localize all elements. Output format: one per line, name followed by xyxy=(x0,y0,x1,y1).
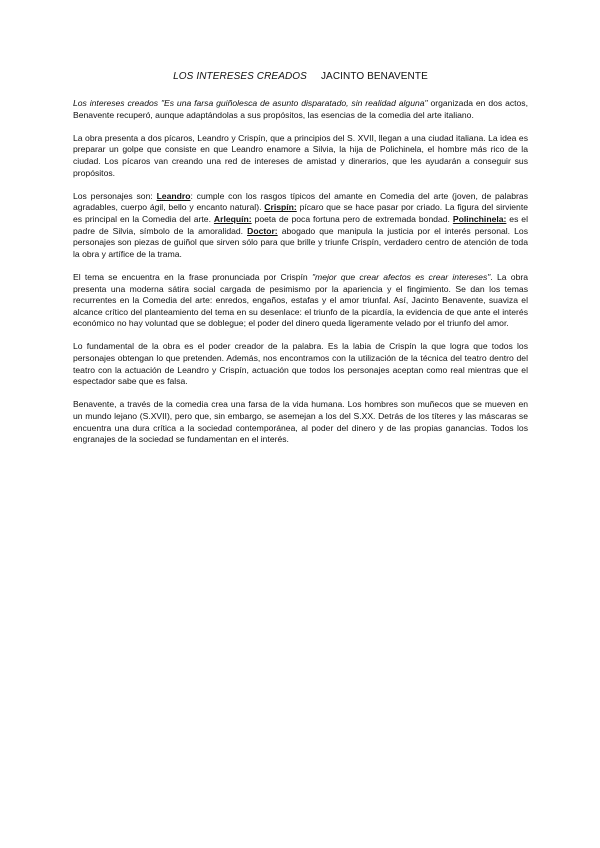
intro-italic-quote: Los intereses creados "Es una farsa guiñolesca de asunto disparatado, sin realidad alguna" xyxy=(73,98,428,108)
document-page xyxy=(73,70,528,457)
character-name-doctor: Doctor: xyxy=(247,225,278,236)
paragraph-theme xyxy=(73,272,528,330)
character-name-leandro: Leandro xyxy=(156,190,191,201)
paragraph-intro xyxy=(73,98,528,121)
paragraph-plot: La obra presenta a dos pícaros, Leandro y Crispín, que a principios del S. XVII, llegan a una ciudad italiana. La idea es preparar un golpe que consiste en que Leandro enamore a Silvia, la hija de Polichinela, el hombre más rico de la ciudad. Los pícaros van creando una red de intereses de amistad y dinerarios, que les ayudarán a conseguir sus propósitos. xyxy=(73,132,528,178)
theme-text: . La obra presenta una moderna sátira social cargada de pesimismo por la apariencia y el fingimiento. Se dan los temas recurrentes en la Comedia del arte: enredos, engaños, estafas y el amor triunfal. Así, Jacinto Benavente, suaviza el alcance crítico del planteamiento del tema en su desenlace: el triunfo de la picardía, la evidencia de que ante el interés económico no hay voluntad que se doblegue; el poder del dinero queda ligeramente velado por el triunfo del amor. xyxy=(73,271,528,329)
author-name: JACINTO BENAVENTE xyxy=(320,71,428,82)
document-title xyxy=(73,70,528,83)
intro-text: organizada en dos actos, Benavente recuperó, aunque adaptándolas a sus propósitos, las esencias de la comedia del arte italiano. xyxy=(73,98,528,120)
work-title: LOS INTERESES CREADOS xyxy=(173,71,307,82)
character-desc-crispin: pícaro que se hace pasar por criado. La figura del sirviente es principal en la Comedia del arte. xyxy=(73,202,529,224)
paragraph-language: Lo fundamental de la obra es el poder creador de la palabra. Es la labia de Crispín la que logra que todos los personajes obtengan lo que pretenden. Además, nos encontramos con la utilización de la técnica del teatro dentro del teatro con la actuación de Leandro y Crispín, actuación que todos los personajes aceptan como real mientras que el espectador sabe que es falsa. xyxy=(73,341,528,387)
character-name-crispin: Crispín: xyxy=(264,202,297,213)
character-name-polichinela: Polinchinela: xyxy=(452,213,507,224)
character-desc-leandro: : cumple con los rasgos típicos del amante en Comedia del arte (joven, de palabras agradables, cuerpo ágil, bello y encanto natural). xyxy=(73,190,528,213)
character-desc-doctor: abogado que manipula la justicia por el interés personal. Los personajes son piezas de guiñol que sirven sólo para que brille y triunfe Crispín, verdadero centro de atención de toda la obra y artífice de la trama. xyxy=(73,225,528,259)
paragraph-conclusion: Benavente, a través de la comedia crea una farsa de la vida humana. Los hombres son muñecos que se mueven en un mundo lejano (S.XVII), pero que, sin embargo, se asemejan a los del S.XX. Detrás de los títeres y las máscaras se encuentra una dura crítica a la sociedad contemporánea, al poder del dinero y de las propias ganancias. Todos los engranajes de la sociedad se fundamentan en el interés. xyxy=(73,399,528,445)
character-desc-arlequin: poeta de poca fortuna pero de extremada bondad. xyxy=(251,213,453,224)
character-desc-polichinela: es el padre de Silvia, símbolo de la amoralidad. xyxy=(73,213,529,236)
character-name-arlequin: Arlequín: xyxy=(213,213,252,224)
theme-intro: El tema se encuentra en la frase pronunciada por Crispín xyxy=(73,271,312,282)
characters-intro: Los personajes son: xyxy=(73,190,157,201)
paragraph-characters xyxy=(73,191,528,261)
theme-quote: "mejor que crear afectos es crear intereses" xyxy=(311,271,491,282)
